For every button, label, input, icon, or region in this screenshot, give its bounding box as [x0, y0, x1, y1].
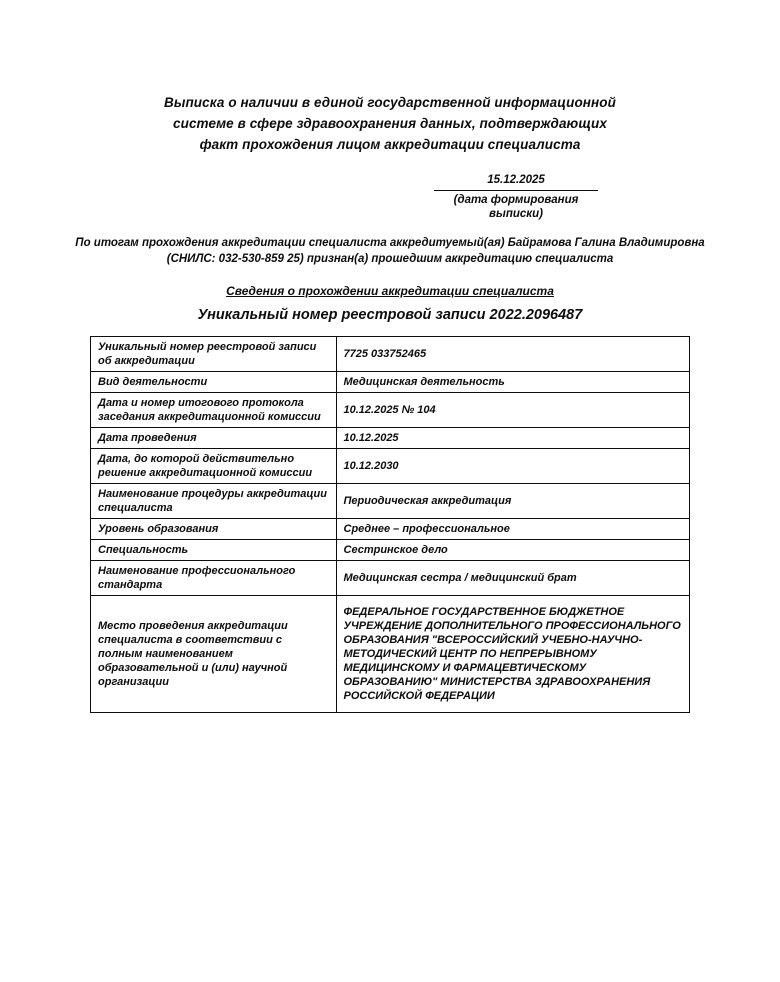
row-label: Уникальный номер реестровой записи об аккредитации [91, 337, 337, 372]
row-value: 10.12.2025 [336, 428, 690, 449]
row-value: Медицинская сестра / медицинский брат [336, 561, 690, 596]
row-label: Наименование профессионального стандарта [91, 561, 337, 596]
row-value: Среднее – профессиональное [336, 519, 690, 540]
row-value: 10.12.2030 [336, 449, 690, 484]
registry-number-heading: Уникальный номер реестровой записи 2022.2096487 [197, 307, 583, 323]
document-title: Выписка о наличии в единой государственной информационной системе в сфере здравоохранения данных, подтверждающих факт прохождения лицом аккредитации специалиста [163, 95, 616, 152]
accreditation-summary-text: По итогам прохождения аккредитации специалиста аккредитуемый(ая) Байрамова Галина Владимировна (СНИЛС: 032-530-859 25) признан(а) прошедшим аккредитацию специалиста [75, 237, 705, 265]
formation-date-caption: (дата формирования выписки) [453, 194, 579, 220]
row-value: Периодическая аккредитация [336, 484, 690, 519]
row-value: ФЕДЕРАЛЬНОЕ ГОСУДАРСТВЕННОЕ БЮДЖЕТНОЕ УЧРЕЖДЕНИЕ ДОПОЛНИТЕЛЬНОГО ПРОФЕССИОНАЛЬНОГО ОБРАЗОВАНИЯ "ВСЕРОССИЙСКИЙ УЧЕБНО-НАУЧНО-МЕТОДИЧЕСКИЙ ЦЕНТР ПО НЕПРЕРЫВНОМУ МЕДИЦИНСКОМУ И ФАРМАЦЕВТИЧЕСКОМУ ОБРАЗОВАНИЮ" МИНИСТЕРСТВА ЗДРАВООХРАНЕНИЯ РОССИЙСКОЙ ФЕДЕРАЦИИ [336, 596, 690, 713]
table-row-registry-number [91, 337, 690, 372]
accreditation-details-table [90, 336, 690, 713]
row-value: 10.12.2025 № 104 [336, 393, 690, 428]
table-row-procedure-name [91, 484, 690, 519]
table-row-professional-standard [91, 561, 690, 596]
row-label: Дата и номер итогового протокола заседания аккредитационной комиссии [91, 393, 337, 428]
row-label: Дата, до которой действительно решение аккредитационной комиссии [91, 449, 337, 484]
row-label: Вид деятельности [91, 372, 337, 393]
table-row-protocol-date-number [91, 393, 690, 428]
row-label: Специальность [91, 540, 337, 561]
table-row-education-level [91, 519, 690, 540]
table-row-specialty [91, 540, 690, 561]
row-value: 7725 033752465 [336, 337, 690, 372]
section-heading: Сведения о прохождении аккредитации специалиста [226, 284, 554, 298]
table-row-accreditation-place [91, 596, 690, 713]
row-label: Наименование процедуры аккредитации специалиста [91, 484, 337, 519]
row-label: Уровень образования [91, 519, 337, 540]
formation-date-block [434, 173, 598, 221]
table-row-valid-until-date [91, 449, 690, 484]
row-value: Медицинская деятельность [336, 372, 690, 393]
row-label: Место проведения аккредитации специалиста в соответствии с полным наименованием образовательной и (или) научной организации [91, 596, 337, 713]
row-label: Дата проведения [91, 428, 337, 449]
table-row-activity-type [91, 372, 690, 393]
row-value: Сестринское дело [336, 540, 690, 561]
table-row-event-date [91, 428, 690, 449]
formation-date-value: 15.12.2025 [434, 173, 598, 191]
document-page [0, 92, 780, 982]
